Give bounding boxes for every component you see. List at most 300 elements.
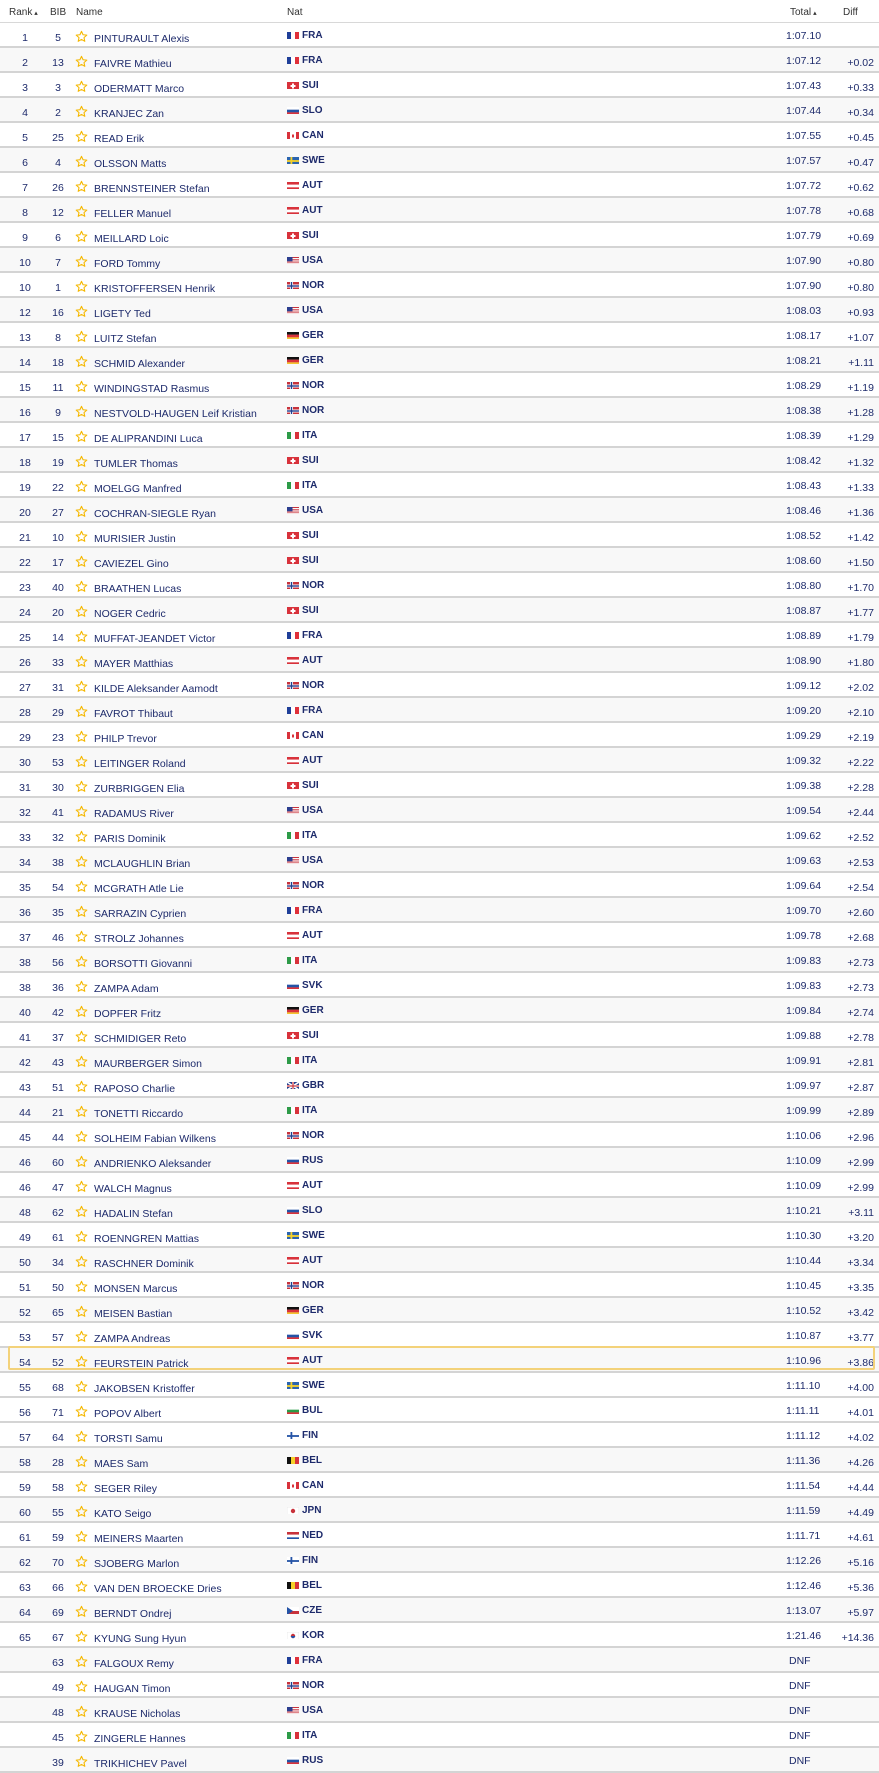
bib-cell: 59 [47,1532,69,1544]
rank-column-header[interactable]: Rank ▴ [9,7,38,18]
nation-code: RUS [302,1155,323,1166]
table-row[interactable] [0,1323,879,1348]
table-row[interactable] [0,1198,879,1223]
nation-code: JPN [302,1505,321,1516]
athlete-name-link[interactable]: FALGOUX Remy [94,1658,174,1670]
rank-cell: 15 [14,382,36,394]
star-icon[interactable] [75,1180,88,1193]
bib-cell: 69 [47,1607,69,1619]
bib-cell: 10 [47,532,69,544]
table-row[interactable] [0,1623,879,1648]
star-icon[interactable] [75,1605,88,1618]
athlete-name-link[interactable]: KRAUSE Nicholas [94,1708,180,1720]
table-row[interactable] [0,98,879,123]
table-row[interactable] [0,198,879,223]
nation-code: USA [302,305,323,316]
table-row[interactable] [0,1023,879,1048]
flag-icon [287,781,299,789]
athlete-name-link[interactable]: POPOV Albert [94,1408,161,1420]
athlete-name-link[interactable]: JAKOBSEN Kristoffer [94,1383,195,1395]
nation-code: NOR [302,880,324,891]
total-time: 1:09.12 [786,680,836,692]
bib-cell: 23 [47,732,69,744]
bib-cell: 9 [47,407,69,419]
star-icon[interactable] [75,180,88,193]
star-icon[interactable] [75,1305,88,1318]
flag-icon [287,1331,299,1339]
athlete-name-link[interactable]: BORSOTTI Giovanni [94,958,192,970]
star-icon[interactable] [75,1205,88,1218]
nation-code: NOR [302,1130,324,1141]
flag-icon [287,506,299,514]
star-icon[interactable] [75,730,88,743]
nation-code: FRA [302,1655,323,1666]
star-icon[interactable] [75,380,88,393]
bib-cell: 46 [47,932,69,944]
athlete-name-link[interactable]: ANDRIENKO Aleksander [94,1158,211,1170]
athlete-name-link[interactable]: MONSEN Marcus [94,1283,177,1295]
nation-code: SLO [302,1205,323,1216]
table-row[interactable] [0,1423,879,1448]
table-row[interactable] [0,973,879,998]
star-icon[interactable] [75,1630,88,1643]
table-row[interactable] [0,1648,879,1673]
athlete-name-link[interactable]: LEITINGER Roland [94,758,186,770]
star-icon[interactable] [75,430,88,443]
athlete-name-link[interactable]: LUITZ Stefan [94,333,156,345]
athlete-name-link[interactable]: READ Erik [94,133,144,145]
athlete-name-link[interactable]: RAPOSO Charlie [94,1083,175,1095]
star-icon[interactable] [75,955,88,968]
table-row[interactable] [0,748,879,773]
star-icon[interactable] [75,480,88,493]
table-row[interactable] [0,1548,879,1573]
rank-cell: 61 [14,1532,36,1544]
bib-cell: 2 [47,107,69,119]
nation-code: NED [302,1530,323,1541]
flag-icon [287,331,299,339]
table-row[interactable] [0,48,879,73]
total-time: 1:07.78 [786,205,836,217]
star-icon[interactable] [75,680,88,693]
table-row[interactable] [0,848,879,873]
nation-code: AUT [302,1355,323,1366]
athlete-name-link[interactable]: WALCH Magnus [94,1183,172,1195]
star-icon[interactable] [75,105,88,118]
table-row[interactable] [0,1498,879,1523]
star-icon[interactable] [75,330,88,343]
star-icon[interactable] [75,580,88,593]
table-row[interactable] [0,1698,879,1723]
rank-cell: 6 [14,157,36,169]
star-icon[interactable] [75,1405,88,1418]
table-row[interactable] [0,1373,879,1398]
star-icon[interactable] [75,1480,88,1493]
table-row[interactable] [0,573,879,598]
flag-icon [287,1531,299,1539]
athlete-name-link[interactable]: HADALIN Stefan [94,1208,173,1220]
table-row[interactable] [0,1398,879,1423]
total-time: 1:11.36 [786,1455,836,1467]
table-row[interactable] [0,123,879,148]
athlete-name-link[interactable]: ODERMATT Marco [94,83,184,95]
nation-code: NOR [302,405,324,416]
star-icon[interactable] [75,1730,88,1743]
star-icon[interactable] [75,1555,88,1568]
star-icon[interactable] [75,255,88,268]
table-row[interactable] [0,1048,879,1073]
rank-cell: 31 [14,782,36,794]
rank-cell: 42 [14,1057,36,1069]
athlete-name-link[interactable]: KRANJEC Zan [94,108,164,120]
bib-cell: 25 [47,132,69,144]
athlete-name-link[interactable]: SCHMIDIGER Reto [94,1033,186,1045]
table-row[interactable] [0,348,879,373]
athlete-name-link[interactable]: MEINERS Maarten [94,1533,183,1545]
table-row[interactable] [0,73,879,98]
star-icon[interactable] [75,130,88,143]
time-diff: +2.53 [834,857,874,869]
table-row[interactable] [0,498,879,523]
star-icon[interactable] [75,880,88,893]
total-time: 1:10.44 [786,1255,836,1267]
star-icon[interactable] [75,605,88,618]
table-row[interactable] [0,223,879,248]
star-icon[interactable] [75,980,88,993]
star-icon[interactable] [75,1505,88,1518]
table-row[interactable] [0,1148,879,1173]
table-row[interactable] [0,673,879,698]
nation-code: RUS [302,1755,323,1766]
bib-cell: 26 [47,182,69,194]
table-row[interactable] [0,1598,879,1623]
athlete-name-link[interactable]: MCGRATH Atle Lie [94,883,184,895]
athlete-name-link[interactable]: ROENNGREN Mattias [94,1233,199,1245]
star-icon[interactable] [75,1330,88,1343]
table-row[interactable] [0,548,879,573]
table-row[interactable] [0,623,879,648]
star-icon[interactable] [75,930,88,943]
star-icon[interactable] [75,1430,88,1443]
star-icon[interactable] [75,1055,88,1068]
athlete-name-link[interactable]: RADAMUS River [94,808,174,820]
table-row[interactable] [0,948,879,973]
star-icon[interactable] [75,230,88,243]
star-icon[interactable] [75,755,88,768]
time-diff: +2.02 [834,682,874,694]
star-icon[interactable] [75,55,88,68]
athlete-name-link[interactable]: PINTURAULT Alexis [94,33,189,45]
table-row[interactable] [0,1098,879,1123]
total-time: 1:09.54 [786,805,836,817]
star-icon[interactable] [75,1030,88,1043]
bib-cell: 55 [47,1507,69,1519]
flag-icon [287,1131,299,1139]
table-row[interactable] [0,448,879,473]
nation-code: BEL [302,1455,322,1466]
bib-cell: 52 [47,1357,69,1369]
athlete-name-link[interactable]: BRAATHEN Lucas [94,583,181,595]
table-row[interactable] [0,723,879,748]
nation-code: FRA [302,55,323,66]
total-time: 1:11.71 [786,1530,836,1542]
flag-icon [287,1506,299,1514]
athlete-name-link[interactable]: SARRAZIN Cyprien [94,908,186,920]
table-row[interactable] [0,1123,879,1148]
star-icon[interactable] [75,1005,88,1018]
star-icon[interactable] [75,630,88,643]
star-icon[interactable] [75,705,88,718]
athlete-name-link[interactable]: STROLZ Johannes [94,933,184,945]
athlete-name-link[interactable]: MCLAUGHLIN Brian [94,858,190,870]
star-icon[interactable] [75,1105,88,1118]
table-row[interactable] [0,23,879,48]
table-row[interactable] [0,1473,879,1498]
table-row[interactable] [0,1173,879,1198]
athlete-name-link[interactable]: FAIVRE Mathieu [94,58,172,70]
nation-code: FIN [302,1555,318,1566]
time-diff: +3.42 [834,1307,874,1319]
athlete-name-link[interactable]: MEISEN Bastian [94,1308,172,1320]
athlete-name-link[interactable]: FELLER Manuel [94,208,171,220]
table-row[interactable] [0,173,879,198]
athlete-name-link[interactable]: TRIKHICHEV Pavel [94,1758,187,1770]
total-time: 1:11.11 [786,1405,836,1417]
star-icon[interactable] [75,455,88,468]
athlete-name-link[interactable]: DOPFER Fritz [94,1008,161,1020]
athlete-name-link[interactable]: LIGETY Ted [94,308,151,320]
athlete-name-link[interactable]: MURISIER Justin [94,533,176,545]
athlete-name-link[interactable]: SCHMID Alexander [94,358,185,370]
athlete-name-link[interactable]: RASCHNER Dominik [94,1258,194,1270]
star-icon[interactable] [75,405,88,418]
athlete-name-link[interactable]: MAYER Matthias [94,658,173,670]
athlete-name-link[interactable]: BERNDT Ondrej [94,1608,171,1620]
flag-icon [287,131,299,139]
athlete-name-link[interactable]: WINDINGSTAD Rasmus [94,383,209,395]
star-icon[interactable] [75,530,88,543]
athlete-name-link[interactable]: ZAMPA Adam [94,983,159,995]
star-icon[interactable] [75,1455,88,1468]
star-icon[interactable] [75,1380,88,1393]
flag-icon [287,231,299,239]
star-icon[interactable] [75,1280,88,1293]
athlete-name-link[interactable]: PHILP Trevor [94,733,157,745]
table-row[interactable] [0,1673,879,1698]
athlete-name-link[interactable]: VAN DEN BROECKE Dries [94,1583,222,1595]
athlete-name-link[interactable]: FEURSTEIN Patrick [94,1358,189,1370]
table-row[interactable] [0,1348,879,1373]
athlete-name-link[interactable]: KYUNG Sung Hyun [94,1633,186,1645]
star-icon[interactable] [75,30,88,43]
table-row[interactable] [0,1273,879,1298]
flag-icon [287,1031,299,1039]
star-icon[interactable] [75,1255,88,1268]
athlete-name-link[interactable]: MOELGG Manfred [94,483,182,495]
athlete-name-link[interactable]: SJOBERG Marlon [94,1558,179,1570]
flag-icon [287,156,299,164]
athlete-name-link[interactable]: ZAMPA Andreas [94,1333,170,1345]
table-row[interactable] [0,898,879,923]
table-row[interactable] [0,473,879,498]
athlete-name-link[interactable]: FORD Tommy [94,258,160,270]
time-diff: +1.28 [834,407,874,419]
table-row[interactable] [0,698,879,723]
athlete-name-link[interactable]: SOLHEIM Fabian Wilkens [94,1133,216,1145]
table-row[interactable] [0,148,879,173]
nation-code: GER [302,330,324,341]
bib-column-header[interactable]: BIB [50,7,66,18]
table-row[interactable] [0,273,879,298]
table-row[interactable] [0,798,879,823]
athlete-name-link[interactable]: MAES Sam [94,1458,148,1470]
athlete-name-link[interactable]: TONETTI Riccardo [94,1108,183,1120]
bib-cell: 66 [47,1582,69,1594]
total-time: 1:10.06 [786,1130,836,1142]
athlete-name-link[interactable]: OLSSON Matts [94,158,166,170]
table-row[interactable] [0,1448,879,1473]
star-icon[interactable] [75,1530,88,1543]
star-icon[interactable] [75,1080,88,1093]
athlete-name-link[interactable]: TORSTI Samu [94,1433,163,1445]
table-row[interactable] [0,923,879,948]
athlete-name-link[interactable]: ZURBRIGGEN Elia [94,783,184,795]
athlete-name-link[interactable]: COCHRAN-SIEGLE Ryan [94,508,216,520]
total-time: DNF [789,1680,839,1692]
star-icon[interactable] [75,1655,88,1668]
star-icon[interactable] [75,1130,88,1143]
time-diff: +1.07 [834,332,874,344]
time-diff: +4.49 [834,1507,874,1519]
rank-cell: 34 [14,857,36,869]
table-row[interactable] [0,648,879,673]
athlete-name-link[interactable]: CAVIEZEL Gino [94,558,169,570]
table-row[interactable] [0,773,879,798]
star-icon[interactable] [75,1580,88,1593]
star-icon[interactable] [75,805,88,818]
table-row[interactable] [0,598,879,623]
rank-cell: 28 [14,707,36,719]
flag-icon [287,981,299,989]
athlete-name-link[interactable]: DE ALIPRANDINI Luca [94,433,203,445]
athlete-name-link[interactable]: MEILLARD Loic [94,233,169,245]
table-row[interactable] [0,998,879,1023]
table-row[interactable] [0,1223,879,1248]
time-diff: +4.01 [834,1407,874,1419]
star-icon[interactable] [75,1355,88,1368]
table-row[interactable] [0,248,879,273]
athlete-name-link[interactable]: NOGER Cedric [94,608,166,620]
time-diff: +1.42 [834,532,874,544]
athlete-name-link[interactable]: HAUGAN Timon [94,1683,170,1695]
flag-icon [287,1156,299,1164]
athlete-name-link[interactable]: KILDE Aleksander Aamodt [94,683,218,695]
athlete-name-link[interactable]: NESTVOLD-HAUGEN Leif Kristian [94,408,257,420]
time-diff: +5.97 [834,1607,874,1619]
athlete-name-link[interactable]: KRISTOFFERSEN Henrik [94,283,215,295]
bib-cell: 65 [47,1307,69,1319]
athlete-name-link[interactable]: ZINGERLE Hannes [94,1733,186,1745]
star-icon[interactable] [75,555,88,568]
total-time: 1:08.80 [786,580,836,592]
star-icon[interactable] [75,1755,88,1768]
total-time: 1:11.12 [786,1430,836,1442]
total-column-header[interactable]: Total ▴ [790,7,817,18]
diff-column-header[interactable]: Diff [843,7,858,18]
table-row[interactable] [0,873,879,898]
flag-icon [287,931,299,939]
star-icon[interactable] [75,280,88,293]
athlete-name-link[interactable]: KATO Seigo [94,1508,151,1520]
star-icon[interactable] [75,830,88,843]
table-row[interactable] [0,1248,879,1273]
table-row[interactable] [0,298,879,323]
table-row[interactable] [0,1573,879,1598]
athlete-name-link[interactable]: BRENNSTEINER Stefan [94,183,210,195]
time-diff: +2.28 [834,782,874,794]
table-row[interactable] [0,1298,879,1323]
total-time: 1:10.52 [786,1305,836,1317]
table-row[interactable] [0,823,879,848]
star-icon[interactable] [75,1230,88,1243]
athlete-name-link[interactable]: MUFFAT-JEANDET Victor [94,633,215,645]
flag-icon [287,1706,299,1714]
bib-cell: 45 [47,1732,69,1744]
nat-column-header[interactable]: Nat [287,7,303,18]
athlete-name-link[interactable]: SEGER Riley [94,1483,157,1495]
athlete-name-link[interactable]: FAVROT Thibaut [94,708,173,720]
total-time: 1:08.89 [786,630,836,642]
flag-icon [287,606,299,614]
star-icon[interactable] [75,780,88,793]
athlete-name-link[interactable]: TUMLER Thomas [94,458,178,470]
athlete-name-link[interactable]: PARIS Dominik [94,833,166,845]
time-diff: +3.86 [834,1357,874,1369]
star-icon[interactable] [75,855,88,868]
table-row[interactable] [0,1723,879,1748]
table-row[interactable] [0,1523,879,1548]
star-icon[interactable] [75,1155,88,1168]
name-column-header[interactable]: Name [76,7,103,18]
star-icon[interactable] [75,1680,88,1693]
flag-icon [287,31,299,39]
table-row[interactable] [0,1748,879,1773]
star-icon[interactable] [75,305,88,318]
athlete-name-link[interactable]: MAURBERGER Simon [94,1058,202,1070]
rank-cell: 38 [14,957,36,969]
star-icon[interactable] [75,80,88,93]
flag-icon [287,1356,299,1364]
nation-code: SUI [302,230,319,241]
table-row[interactable] [0,398,879,423]
star-icon[interactable] [75,505,88,518]
time-diff: +2.60 [834,907,874,919]
table-row[interactable] [0,523,879,548]
star-icon[interactable] [75,905,88,918]
bib-cell: 35 [47,907,69,919]
nation-code: CAN [302,1480,324,1491]
star-icon[interactable] [75,355,88,368]
star-icon[interactable] [75,155,88,168]
star-icon[interactable] [75,655,88,668]
time-diff: +2.74 [834,1007,874,1019]
table-row[interactable] [0,323,879,348]
table-row[interactable] [0,1073,879,1098]
rank-cell: 40 [14,1007,36,1019]
table-row[interactable] [0,423,879,448]
star-icon[interactable] [75,205,88,218]
table-row[interactable] [0,373,879,398]
